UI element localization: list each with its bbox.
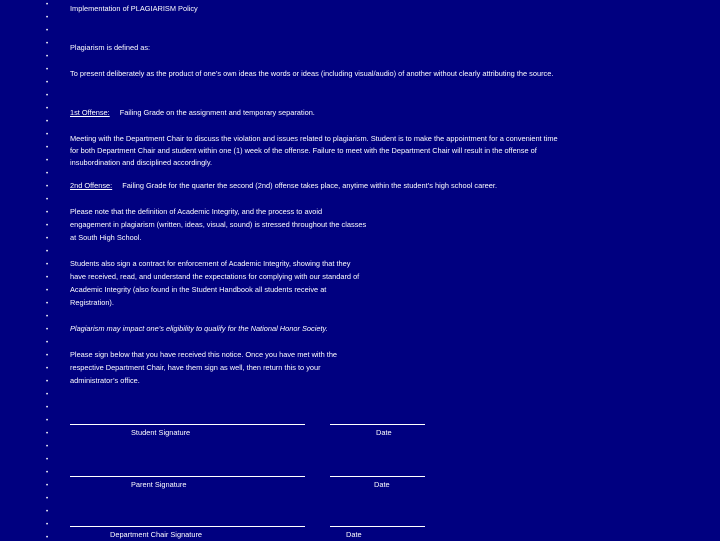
bullet-dot: • [46, 132, 49, 138]
bullet-dot: • [46, 327, 49, 333]
bullet-dot: • [46, 249, 49, 255]
nhs-note: Plagiarism may impact one’s eligibility to qualify for the National Honor Society. [70, 324, 328, 333]
definition-label: Plagiarism is defined as: [70, 43, 151, 52]
bullet-dot: • [46, 236, 49, 242]
bullet-dot: • [46, 496, 49, 502]
bullet-dot: • [46, 106, 49, 112]
bullet-dot: • [46, 353, 49, 359]
bullet-dot: • [46, 158, 49, 164]
first-offense-text: Failing Grade on the assignment and temporary separation. [119, 108, 315, 117]
bullet-dot: • [46, 54, 49, 60]
bullet-dot: • [46, 184, 49, 190]
chair-signature-label: Department Chair Signature [110, 530, 203, 539]
note-line-1: Please note that the definition of Academic Integrity, and the process to avoid [70, 207, 323, 216]
bullet-dot: • [46, 223, 49, 229]
bullet-dot: • [46, 444, 49, 450]
bullet-dot: • [46, 340, 49, 346]
meeting-line-2: for both Department Chair and student within one (1) week of the offense. Failure to meet with the Department Chair will result in the offense of [70, 146, 537, 155]
parent-date-line[interactable] [330, 476, 425, 477]
bullet-dot: • [46, 392, 49, 398]
parent-signature-label: Parent Signature [131, 480, 187, 489]
contract-line-2: have received, read, and understand the expectations for complying with our standard of [70, 272, 360, 281]
bullet-dot: • [46, 171, 49, 177]
bullet-dot: • [46, 418, 49, 424]
document-title: Implementation of PLAGIARISM Policy [70, 4, 198, 13]
student-signature-label: Student Signature [131, 428, 191, 437]
bullet-dot: • [46, 210, 49, 216]
bullet-dot: • [46, 288, 49, 294]
instructions-line-2: respective Department Chair, have them sign as well, then return this to your [70, 363, 321, 372]
bullet-dot: • [46, 405, 49, 411]
chair-signature-line[interactable] [70, 526, 305, 527]
second-offense-label: 2nd Offense: [70, 181, 113, 190]
bullet-dot: • [46, 28, 49, 34]
bullet-dot: • [46, 2, 49, 8]
chair-date-label: Date [346, 530, 362, 539]
first-offense [70, 106, 315, 119]
chair-date-line[interactable] [330, 526, 425, 527]
student-date-label: Date [376, 428, 392, 437]
bullet-dot: • [46, 15, 49, 21]
bullet-dot: • [46, 145, 49, 151]
bullet-dot: • [46, 41, 49, 47]
contract-line-1: Students also sign a contract for enforcement of Academic Integrity, showing that they [70, 259, 351, 268]
bullet-dot: • [46, 366, 49, 372]
bullet-dot: • [46, 80, 49, 86]
bullet-dot: • [46, 431, 49, 437]
bullet-dot: • [46, 535, 49, 541]
bullet-dot: • [46, 314, 49, 320]
bullet-dot: • [46, 275, 49, 281]
meeting-line-3: insubordination and disciplined accordingly. [70, 158, 213, 167]
instructions-line-1: Please sign below that you have received this notice. Once you have met with the [70, 350, 338, 359]
second-offense-text: Failing Grade for the quarter the second (2nd) offense takes place, anytime within the student’s high school career. [122, 181, 498, 190]
bullet-dot: • [46, 457, 49, 463]
bullet-dot: • [46, 522, 49, 528]
contract-line-4: Registration). [70, 298, 114, 307]
bullet-dot: • [46, 379, 49, 385]
second-offense [70, 179, 497, 192]
student-signature-line[interactable] [70, 424, 305, 425]
bullet-dot: • [46, 509, 49, 515]
definition-text: To present deliberately as the product of one’s own ideas the words or ideas (including visual/audio) of another without clearly attributing the source. [70, 69, 554, 78]
bullet-dot: • [46, 119, 49, 125]
bullet-dot: • [46, 470, 49, 476]
bullet-dot: • [46, 93, 49, 99]
bullet-dot: • [46, 262, 49, 268]
instructions-line-3: administrator’s office. [70, 376, 140, 385]
note-line-2: engagement in plagiarism (written, ideas, visual, sound) is stressed throughout the classes [70, 220, 367, 229]
parent-date-label: Date [374, 480, 390, 489]
bullet-dot: • [46, 301, 49, 307]
bullet-dot: • [46, 197, 49, 203]
bullet-dot: • [46, 67, 49, 73]
meeting-line-1: Meeting with the Department Chair to discuss the violation and issues related to plagiarism. Student is to make the appointment for a convenient time [70, 134, 558, 143]
student-date-line[interactable] [330, 424, 425, 425]
first-offense-label: 1st Offense: [70, 108, 110, 117]
parent-signature-line[interactable] [70, 476, 305, 477]
note-line-3: at South High School. [70, 233, 142, 242]
contract-line-3: Academic Integrity (also found in the Student Handbook all students receive at [70, 285, 327, 294]
bullet-dot: • [46, 483, 49, 489]
